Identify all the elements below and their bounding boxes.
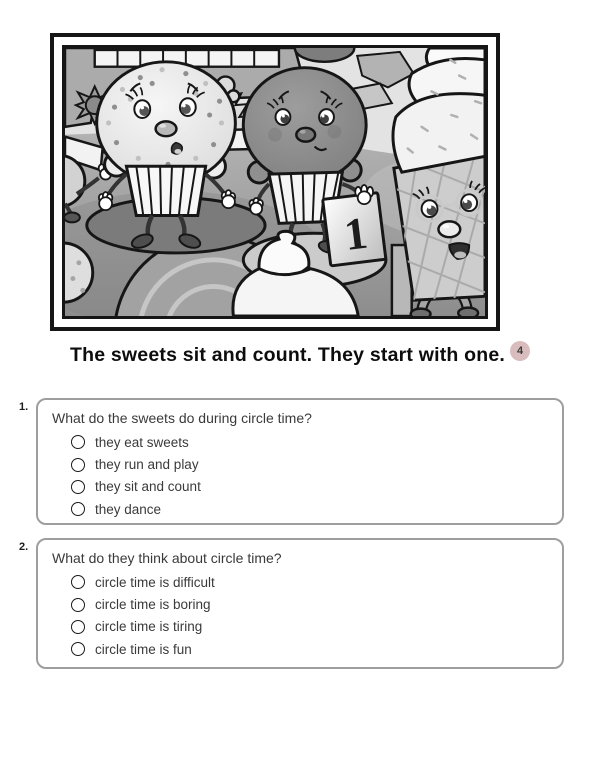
sweets-illustration: [65, 48, 485, 316]
radio-button[interactable]: [71, 575, 85, 589]
option-label: circle time is tiring: [95, 619, 203, 635]
radio-button[interactable]: [71, 502, 85, 516]
answer-option: [71, 476, 550, 498]
glove-on-card: [355, 185, 373, 204]
caption-text: The sweets sit and count. They start with one.: [69, 344, 506, 366]
number-card: [323, 193, 386, 266]
answer-option: [71, 616, 550, 638]
radio-button[interactable]: [71, 480, 85, 494]
question-1-box: [36, 398, 564, 525]
question-1-number: 1.: [19, 401, 29, 413]
answer-option: [71, 571, 550, 593]
illustration-frame: [50, 33, 500, 331]
radio-button[interactable]: [71, 642, 85, 656]
illustration-inner-frame: [62, 45, 488, 319]
question-2-box: [36, 538, 564, 669]
page-number-badge: 4: [510, 341, 530, 361]
option-label: they eat sweets: [95, 434, 189, 450]
option-label: they dance: [95, 501, 162, 517]
option-label: they sit and count: [95, 479, 201, 495]
question-2-number: 2.: [19, 541, 29, 553]
question-2-prompt: What do they think about circle time?: [52, 550, 282, 566]
option-label: circle time is difficult: [95, 574, 215, 590]
option-label: circle time is boring: [95, 597, 211, 613]
answer-option: [71, 593, 550, 615]
answer-option: [71, 498, 550, 520]
answer-option: [71, 453, 550, 475]
caption-line: [0, 341, 600, 367]
question-1-prompt: What do the sweets do during circle time?: [52, 410, 312, 426]
radio-button[interactable]: [71, 435, 85, 449]
answer-option: [71, 638, 550, 660]
radio-button[interactable]: [71, 458, 85, 472]
answer-option: [71, 431, 550, 453]
radio-button[interactable]: [71, 620, 85, 634]
option-label: they run and play: [95, 457, 199, 473]
option-label: circle time is fun: [95, 641, 192, 657]
card-number: 1: [341, 207, 371, 261]
radio-button[interactable]: [71, 598, 85, 612]
